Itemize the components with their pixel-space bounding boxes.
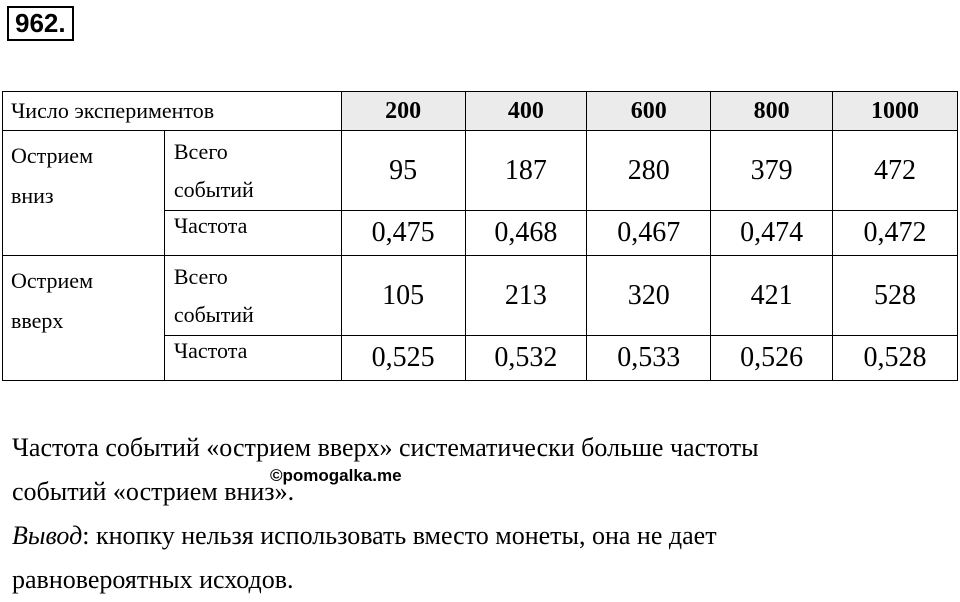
group-label-down (3, 131, 165, 256)
conclusion-label: Вывод (12, 521, 83, 550)
conclusion-line1 (12, 514, 952, 558)
group-label-line2: вниз (11, 183, 54, 208)
row-label-total (164, 256, 341, 336)
row-label-frequency: Частота (164, 336, 341, 381)
table-cell: 421 (711, 256, 833, 336)
table-row (3, 256, 958, 336)
group-label-up (3, 256, 165, 381)
table-cell: 0,533 (587, 336, 711, 381)
table-row (3, 131, 958, 211)
row-label-total (164, 131, 341, 211)
conclusion-line2: равновероятных исходов. (12, 565, 294, 594)
header-label: Число экспериментов (3, 92, 342, 131)
table-cell: 320 (587, 256, 711, 336)
table-cell: 472 (833, 131, 958, 211)
experiment-table (2, 91, 958, 381)
header-col-800: 800 (711, 92, 833, 131)
table-header-row (3, 92, 958, 131)
row-label-line1: Всего (173, 138, 228, 164)
explanation-line2: событий «острием вниз». (12, 477, 295, 506)
row-label-line1: Всего (173, 263, 228, 289)
header-col-600: 600 (587, 92, 711, 131)
table-cell: 0,475 (341, 211, 465, 256)
table-cell: 0,526 (711, 336, 833, 381)
table-cell: 105 (341, 256, 465, 336)
table-cell: 213 (465, 256, 587, 336)
table-cell: 187 (465, 131, 587, 211)
explanation-line1: Частота событий «острием вверх» систематически больше частоты (12, 433, 759, 462)
table-cell: 0,525 (341, 336, 465, 381)
header-col-1000: 1000 (833, 92, 958, 131)
group-label-line1: Острием (11, 268, 93, 293)
explanation-paragraph (12, 426, 952, 602)
table-cell: 0,532 (465, 336, 587, 381)
header-col-400: 400 (465, 92, 587, 131)
table-cell: 280 (587, 131, 711, 211)
table-cell: 0,474 (711, 211, 833, 256)
table-cell: 0,472 (833, 211, 958, 256)
row-label-line2: событий (173, 176, 254, 202)
row-label-line2: событий (173, 301, 254, 327)
table-cell: 0,467 (587, 211, 711, 256)
table-cell: 0,528 (833, 336, 958, 381)
table-cell: 379 (711, 131, 833, 211)
table-cell: 528 (833, 256, 958, 336)
group-label-line1: Острием (11, 143, 93, 168)
problem-number: 962. (7, 6, 74, 41)
row-label-frequency: Частота (164, 211, 341, 256)
watermark: ©pomogalka.me (270, 466, 402, 485)
table-cell: 95 (341, 131, 465, 211)
conclusion-text: : кнопку нельзя использовать вместо монеты, она не дает (82, 521, 717, 550)
table-cell: 0,468 (465, 211, 587, 256)
group-label-line2: вверх (11, 308, 64, 333)
header-col-200: 200 (341, 92, 465, 131)
